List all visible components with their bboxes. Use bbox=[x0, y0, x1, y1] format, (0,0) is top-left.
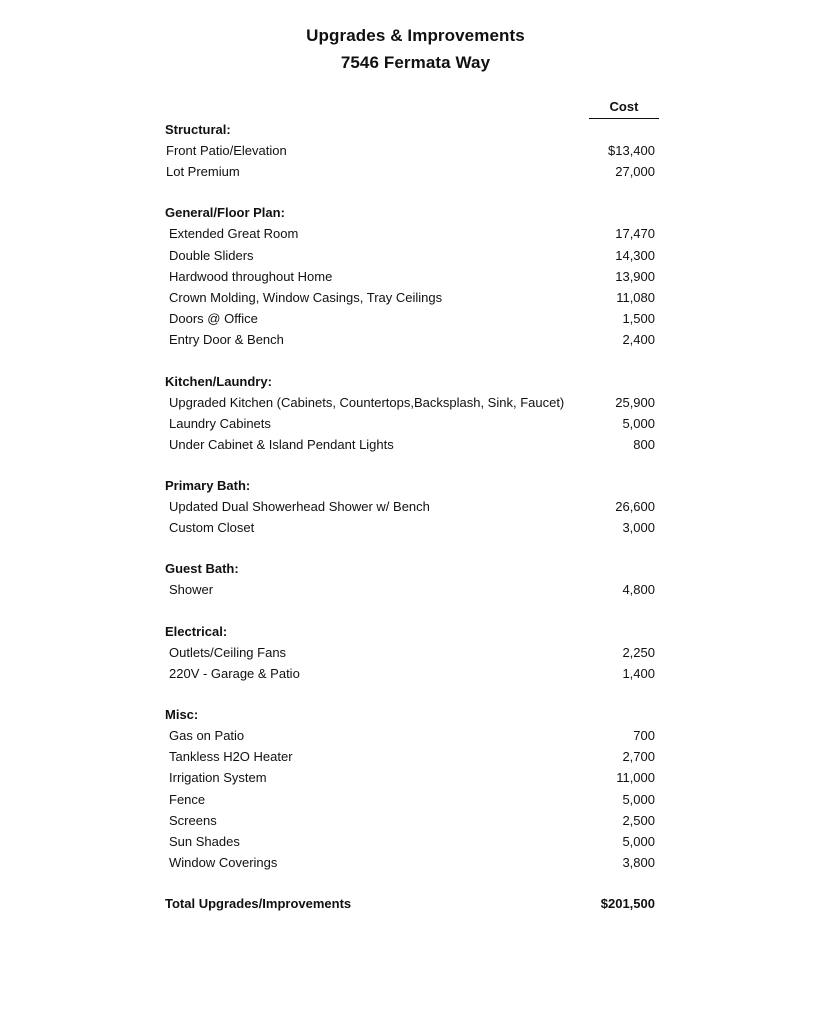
section-heading: Primary Bath: bbox=[165, 478, 251, 494]
line-item bbox=[165, 434, 655, 455]
item-amount: 5,000 bbox=[622, 833, 655, 849]
item-label: Gas on Patio bbox=[169, 728, 245, 743]
line-item bbox=[165, 789, 655, 810]
line-item bbox=[165, 413, 655, 434]
line-item bbox=[165, 642, 655, 663]
item-amount: 26,600 bbox=[615, 499, 655, 515]
item-amount: 2,500 bbox=[622, 812, 655, 828]
line-item bbox=[165, 579, 655, 600]
item-label: Sun Shades bbox=[169, 833, 240, 849]
item-label: Window Coverings bbox=[169, 855, 278, 871]
item-label: Irrigation System bbox=[169, 770, 267, 786]
item-amount: 25,900 bbox=[615, 394, 655, 410]
item-amount: 27,000 bbox=[615, 164, 655, 180]
line-item bbox=[165, 725, 655, 746]
line-item bbox=[165, 663, 655, 684]
line-item bbox=[165, 831, 655, 852]
item-amount: 11,000 bbox=[616, 770, 655, 786]
item-amount: 700 bbox=[633, 728, 655, 743]
item-amount: 1,400 bbox=[622, 665, 655, 681]
property-address: 7546 Fermata Way bbox=[340, 53, 491, 72]
item-label: Doors @ Office bbox=[169, 311, 258, 327]
section-electrical bbox=[165, 621, 655, 684]
item-amount: 2,250 bbox=[622, 644, 655, 660]
line-item bbox=[165, 329, 655, 350]
item-label: Lot Premium bbox=[166, 164, 240, 180]
document-title: Upgrades & Improvements bbox=[306, 26, 525, 45]
item-label: Hardwood throughout Home bbox=[169, 268, 333, 284]
section-heading: Electrical: bbox=[165, 623, 228, 639]
line-item bbox=[165, 308, 655, 329]
line-item bbox=[165, 161, 655, 182]
line-item bbox=[165, 287, 655, 308]
item-amount: 1,500 bbox=[622, 311, 655, 327]
section-misc bbox=[165, 704, 655, 873]
cost-column-header: Cost bbox=[589, 99, 659, 119]
item-label: Laundry Cabinets bbox=[169, 415, 271, 431]
line-item bbox=[165, 266, 655, 287]
line-item bbox=[165, 767, 655, 788]
section-primary-bath bbox=[165, 475, 655, 538]
item-label: Extended Great Room bbox=[169, 226, 299, 242]
item-amount: 17,470 bbox=[615, 226, 655, 242]
item-label: Entry Door & Bench bbox=[169, 332, 284, 348]
item-label: Front Patio/Elevation bbox=[166, 143, 287, 158]
item-label: Tankless H2O Heater bbox=[169, 749, 293, 765]
item-label: Fence bbox=[169, 791, 206, 807]
item-label: Upgraded Kitchen (Cabinets, Countertops,Backsplash, Sink, Faucet) bbox=[169, 394, 565, 410]
item-amount: 4,800 bbox=[622, 582, 655, 598]
item-label: Double Sliders bbox=[169, 247, 254, 263]
item-amount: 5,000 bbox=[622, 415, 655, 431]
item-label: Shower bbox=[169, 582, 214, 598]
item-label: Updated Dual Showerhead Shower w/ Bench bbox=[169, 499, 430, 515]
item-amount: 13,900 bbox=[615, 268, 655, 284]
line-item bbox=[165, 517, 655, 538]
item-label: Custom Closet bbox=[169, 520, 255, 536]
section-kitchen-laundry bbox=[165, 371, 655, 456]
item-label: 220V - Garage & Patio bbox=[169, 665, 300, 681]
line-item bbox=[165, 140, 655, 161]
line-item bbox=[165, 223, 655, 244]
section-structural bbox=[165, 119, 655, 182]
section-heading: Kitchen/Laundry: bbox=[165, 373, 272, 389]
item-amount: 11,080 bbox=[616, 289, 655, 305]
total-label: Total Upgrades/Improvements bbox=[165, 896, 352, 912]
line-item bbox=[165, 810, 655, 831]
item-amount: 14,300 bbox=[615, 247, 655, 263]
line-item bbox=[165, 392, 655, 413]
item-label: Screens bbox=[169, 812, 217, 828]
item-amount: 2,400 bbox=[622, 332, 655, 348]
item-amount: 3,800 bbox=[622, 855, 655, 871]
item-label: Outlets/Ceiling Fans bbox=[169, 644, 287, 660]
item-label: Under Cabinet & Island Pendant Lights bbox=[169, 436, 394, 452]
item-amount: 2,700 bbox=[622, 749, 655, 765]
section-heading: Structural: bbox=[165, 122, 231, 137]
total-amount: $201,500 bbox=[600, 896, 655, 912]
section-heading: Guest Bath: bbox=[165, 561, 239, 577]
section-heading: General/Floor Plan: bbox=[165, 205, 285, 221]
line-item bbox=[165, 746, 655, 767]
item-amount: 800 bbox=[633, 436, 655, 452]
item-label: Crown Molding, Window Casings, Tray Ceilings bbox=[169, 289, 443, 305]
item-amount: 3,000 bbox=[622, 520, 655, 536]
section-heading: Misc: bbox=[165, 707, 199, 722]
section-guest-bath bbox=[165, 558, 655, 600]
cost-table bbox=[165, 119, 655, 914]
section-general-floor-plan bbox=[165, 202, 655, 350]
line-item bbox=[165, 852, 655, 873]
line-item bbox=[165, 245, 655, 266]
item-amount: $13,400 bbox=[608, 143, 655, 158]
item-amount: 5,000 bbox=[622, 791, 655, 807]
total-row bbox=[165, 893, 655, 914]
line-item bbox=[165, 496, 655, 517]
